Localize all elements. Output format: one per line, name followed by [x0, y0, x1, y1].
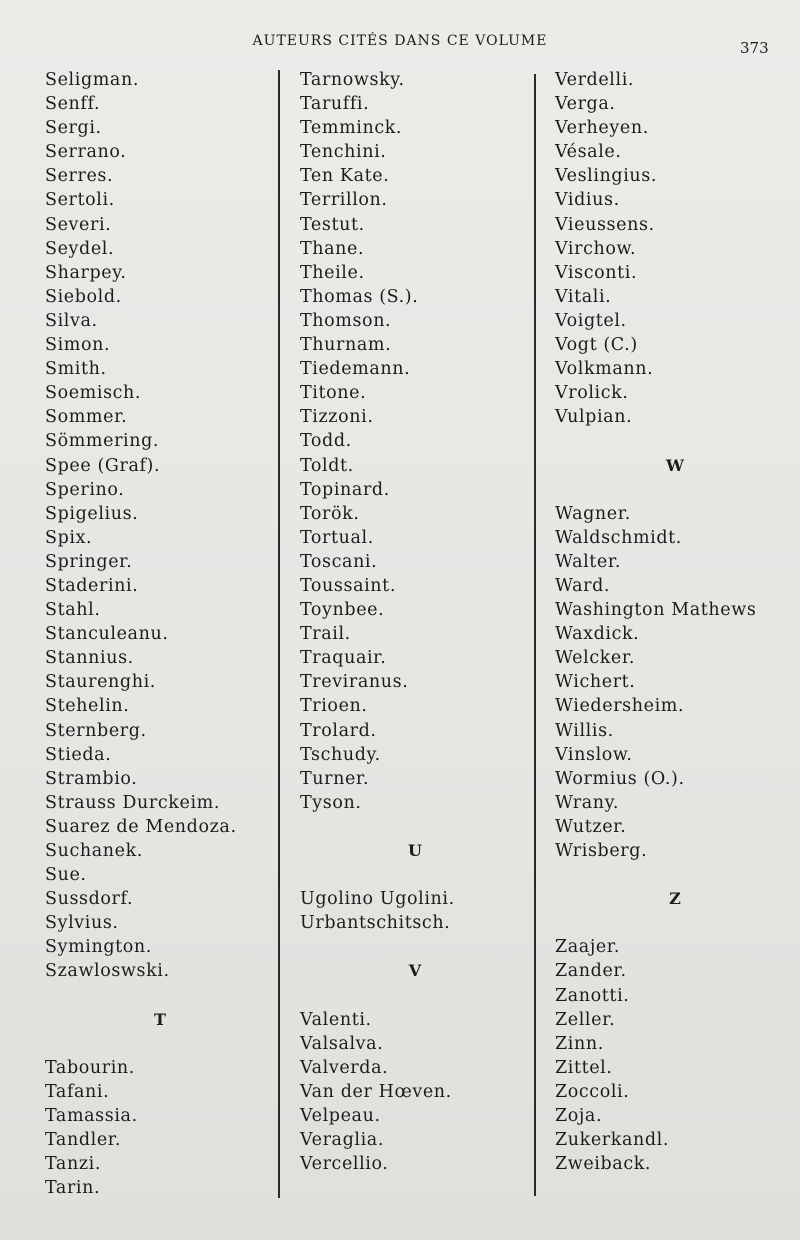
author-name: Treviranus. — [300, 672, 409, 693]
spacer — [555, 478, 795, 502]
author-name: Verdelli. — [555, 70, 635, 90]
author-name: Vogt (C.) — [555, 335, 638, 356]
author-name: Vidius. — [555, 190, 620, 211]
author-name: Sergi. — [45, 118, 102, 139]
author-name: Urbantschitsch. — [300, 913, 451, 934]
author-name: Tortual. — [300, 527, 374, 548]
author-name: Tamassia. — [45, 1106, 138, 1127]
spacer — [300, 815, 530, 839]
spacer — [300, 984, 530, 1008]
author-name: Vésale. — [555, 142, 622, 163]
author-list — [555, 68, 795, 429]
author-name: Tarin. — [45, 1178, 101, 1199]
author-name: Zweiback. — [555, 1154, 652, 1175]
spacer — [555, 429, 795, 453]
author-name: Senff. — [45, 94, 101, 115]
spacer — [555, 911, 795, 935]
author-name: Tizzoni. — [300, 407, 374, 428]
spacer — [300, 863, 530, 887]
author-name: Tabourin. — [45, 1057, 135, 1078]
author-list — [45, 68, 275, 984]
author-name: Zander. — [555, 961, 627, 982]
author-name: Thomson. — [300, 310, 392, 331]
author-name: Tafani. — [45, 1081, 110, 1102]
author-name: Serres. — [45, 166, 114, 187]
author-name: Willis. — [555, 720, 614, 741]
author-name: Terrillon. — [300, 190, 388, 211]
author-name: Symington. — [45, 937, 152, 958]
author-name: Zinn. — [555, 1033, 604, 1054]
author-name: Sternberg. — [45, 720, 147, 741]
author-name: Zittel. — [555, 1057, 613, 1078]
author-name: Zoja. — [555, 1106, 603, 1127]
author-name: Verga. — [555, 94, 616, 115]
index-column-2 — [300, 68, 530, 1176]
author-name: Severi. — [45, 214, 112, 235]
author-name: Sperino. — [45, 479, 125, 500]
author-name: Sylvius. — [45, 913, 119, 934]
author-name: Veraglia. — [300, 1130, 384, 1151]
section-letter-z: Z — [669, 889, 681, 909]
author-name: Topinard. — [300, 479, 390, 500]
author-name: Simon. — [45, 335, 111, 356]
author-name: Toussaint. — [300, 575, 396, 596]
author-name: Tandler. — [45, 1130, 121, 1151]
author-name: Sommer. — [45, 407, 128, 428]
section-letter-t: T — [154, 1009, 166, 1029]
author-name: Sömmering. — [45, 431, 160, 452]
page-number: 373 — [740, 39, 769, 57]
author-name: Silva. — [45, 310, 98, 331]
author-list — [300, 887, 530, 935]
author-name: Sue. — [45, 865, 87, 886]
section-letter-u: U — [408, 841, 422, 860]
author-name: Ugolino Ugolini. — [300, 889, 455, 910]
author-name: Wrany. — [555, 792, 619, 813]
author-name: Toldt. — [300, 455, 354, 476]
author-name: Wormius (O.). — [555, 768, 685, 789]
author-name: Spee (Graf). — [45, 455, 161, 476]
author-name: Velpeau. — [300, 1106, 381, 1127]
author-name: Tyson. — [300, 792, 362, 813]
section-letter-v: V — [408, 961, 422, 981]
spacer — [45, 984, 275, 1008]
author-name: Vrolick. — [555, 383, 629, 404]
author-name: Seligman. — [45, 70, 140, 90]
author-name: Suarez de Mendoza. — [45, 816, 237, 837]
author-name: Zanotti. — [555, 985, 630, 1006]
author-name: Valsalva. — [300, 1033, 384, 1054]
author-name: Walter. — [555, 551, 622, 572]
author-name: Staurenghi. — [45, 672, 156, 693]
author-name: Traquair. — [300, 648, 387, 669]
author-name: Wichert. — [555, 672, 636, 693]
author-name: Theile. — [300, 262, 365, 283]
author-name: Seydel. — [45, 238, 115, 259]
spacer — [45, 1032, 275, 1056]
author-name: Szawloswski. — [45, 961, 170, 982]
author-name: Springer. — [45, 551, 133, 572]
author-name: Voigtel. — [555, 310, 627, 331]
index-column-3 — [555, 68, 795, 1176]
author-name: Visconti. — [555, 262, 638, 283]
author-name: Vieussens. — [555, 214, 655, 235]
author-name: Sertoli. — [45, 190, 115, 211]
author-name: Wiedersheim. — [555, 696, 685, 717]
author-name: Volkmann. — [555, 359, 654, 380]
author-list — [300, 68, 530, 815]
author-name: Verheyen. — [555, 118, 649, 139]
spacer — [300, 935, 530, 959]
author-name: Waldschmidt. — [555, 527, 682, 548]
index-column-1 — [45, 68, 275, 1200]
author-name: Trioen. — [300, 696, 368, 717]
author-name: Sharpey. — [45, 262, 127, 283]
author-name: Serrano. — [45, 142, 127, 163]
author-name: Welcker. — [555, 648, 636, 669]
author-name: Zukerkandl. — [555, 1130, 670, 1151]
author-list — [555, 935, 795, 1176]
author-name: Ten Kate. — [300, 166, 390, 187]
author-name: Turner. — [300, 768, 370, 789]
author-name: Valverda. — [300, 1057, 389, 1078]
author-name: Toynbee. — [300, 600, 385, 621]
author-name: Vercellio. — [300, 1154, 389, 1175]
author-name: Staderini. — [45, 575, 139, 596]
author-name: Trail. — [300, 624, 351, 645]
author-name: Tarnowsky. — [300, 70, 405, 90]
author-name: Stehelin. — [45, 696, 130, 717]
author-name: Stanculeanu. — [45, 624, 169, 645]
author-list — [555, 502, 795, 863]
author-name: Wutzer. — [555, 816, 627, 837]
author-name: Zoccoli. — [555, 1081, 630, 1102]
column-divider-left — [278, 70, 280, 1198]
running-header: AUTEURS CITÉS DANS CE VOLUME — [252, 33, 548, 49]
author-name: Waxdick. — [555, 624, 640, 645]
author-name: Smith. — [45, 359, 107, 380]
author-name: Van der Hœven. — [300, 1081, 452, 1102]
author-name: Stannius. — [45, 648, 134, 669]
author-name: Zeller. — [555, 1009, 616, 1030]
author-name: Valenti. — [300, 1009, 372, 1030]
section-letter-w: W — [666, 455, 684, 475]
author-name: Ward. — [555, 575, 611, 596]
author-name: Titone. — [300, 383, 367, 404]
author-name: Thomas (S.). — [300, 286, 419, 307]
author-name: Vinslow. — [555, 744, 633, 765]
author-list — [45, 1056, 275, 1201]
author-name: Spix. — [45, 527, 93, 548]
author-name: Thurnam. — [300, 335, 392, 356]
author-name: Tiedemann. — [300, 359, 411, 380]
author-name: Torök. — [300, 503, 360, 524]
author-name: Vitali. — [555, 286, 612, 307]
author-name: Virchow. — [555, 238, 637, 259]
author-name: Tenchini. — [300, 142, 387, 163]
author-name: Soemisch. — [45, 383, 142, 404]
author-name: Spigelius. — [45, 503, 139, 524]
author-name: Siebold. — [45, 286, 122, 307]
author-name: Stieda. — [45, 744, 112, 765]
author-name: Sussdorf. — [45, 889, 134, 910]
author-name: Strauss Durckeim. — [45, 792, 220, 813]
author-name: Toscani. — [300, 551, 378, 572]
spacer — [555, 863, 795, 887]
author-name: Temminck. — [300, 118, 403, 139]
author-name: Zaajer. — [555, 937, 621, 958]
author-name: Veslingius. — [555, 166, 658, 187]
author-name: Tanzi. — [45, 1154, 101, 1175]
author-name: Taruffi. — [300, 94, 370, 115]
author-name: Wagner. — [555, 503, 631, 524]
author-name: Testut. — [300, 214, 365, 235]
author-name: Stahl. — [45, 600, 101, 621]
author-name: Tschudy. — [300, 744, 381, 765]
author-list — [300, 1008, 530, 1177]
author-name: Wrisberg. — [555, 841, 648, 861]
author-name: Thane. — [300, 238, 365, 259]
author-name: Vulpian. — [555, 407, 633, 428]
author-name: Washington Mathews — [555, 600, 757, 621]
author-name: Todd. — [300, 431, 352, 452]
author-name: Suchanek. — [45, 841, 143, 861]
author-name: Trolard. — [300, 720, 377, 741]
column-divider-right — [534, 74, 536, 1196]
author-name: Strambio. — [45, 768, 138, 789]
